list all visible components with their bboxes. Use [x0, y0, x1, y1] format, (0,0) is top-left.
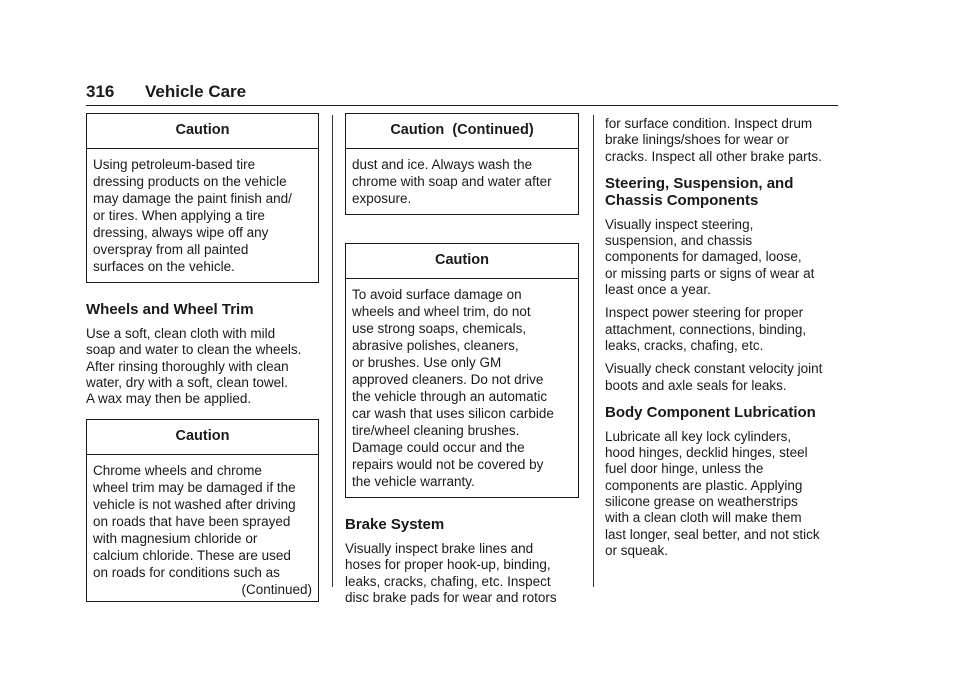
text-line: After rinsing thoroughly with clean [86, 358, 289, 374]
caution-title: Caution [346, 244, 578, 279]
caution-text [346, 149, 578, 214]
text-line: chrome with soap and water after [352, 174, 552, 189]
column-3 [605, 116, 839, 559]
text-line: for surface condition. Inspect drum [605, 116, 813, 131]
text-line: hoses for proper hook-up, binding, [345, 557, 551, 573]
text-line: brake linings/shoes for wear or [605, 132, 789, 148]
text-line: Visually inspect steering, [605, 216, 754, 232]
page-header [86, 82, 838, 106]
text-line: hood hinges, decklid hinges, steel [605, 445, 808, 461]
heading-line: Chassis Components [605, 191, 759, 209]
text-line: use strong soaps, chemicals, [352, 321, 527, 336]
text-line: attachment, connections, binding, [605, 321, 807, 337]
text-line: with a clean cloth will make them [605, 510, 802, 526]
heading-brake-system: Brake System [345, 516, 445, 533]
text-line: suspension, and chassis [605, 233, 753, 249]
text-line: boots and axle seals for leaks. [605, 377, 787, 393]
text-line: on roads that have been sprayed [93, 514, 291, 530]
text-line: on roads for conditions such as [93, 565, 280, 581]
column-divider-1 [332, 115, 333, 587]
caution-title: Caution [87, 420, 318, 455]
text-line: wheel trim may be damaged if the [93, 480, 296, 496]
text-line: exposure. [352, 191, 412, 206]
caution-text [87, 455, 318, 601]
text-line: Damage could occur and the [352, 440, 525, 455]
text-line: components are plastic. Applying [605, 477, 803, 493]
text-line: repairs would not be covered by [352, 457, 544, 472]
column-2 [345, 113, 579, 606]
text-line: vehicle is not washed after driving [93, 497, 296, 513]
text-line: least once a year. [605, 282, 711, 298]
text-line: components for damaged, loose, [605, 249, 802, 265]
paragraph-steering-1 [605, 217, 839, 298]
text-line: soap and water to clean the wheels. [86, 342, 302, 358]
page-number: 316 [86, 82, 115, 101]
text-line: approved cleaners. Do not drive [352, 372, 544, 387]
text-line: fuel door hinge, unless the [605, 461, 764, 477]
heading-steering [605, 175, 839, 209]
continued-label: (Continued) [241, 582, 312, 598]
text-line: Chrome wheels and chrome [93, 463, 262, 479]
text-line: silicone grease on weatherstrips [605, 494, 798, 510]
text-line: surfaces on the vehicle. [93, 259, 235, 274]
paragraph-steering-2 [605, 305, 839, 354]
text-line: or brushes. Use only GM [352, 355, 502, 370]
text-line: may damage the paint finish and/ [93, 191, 292, 206]
text-line: disc brake pads for wear and rotors [345, 589, 557, 605]
paragraph-steering-3 [605, 361, 839, 394]
paragraph-brake-continued [605, 116, 839, 165]
text-line: cracks. Inspect all other brake parts. [605, 148, 822, 164]
text-line: Using petroleum-based tire [93, 157, 256, 172]
text-line: car wash that uses silicon carbide [352, 406, 554, 421]
text-line: leaks, cracks, chafing, etc. [605, 337, 764, 353]
text-line: water, dry with a soft, clean towel. [86, 374, 288, 390]
caution-title: Caution (Continued) [346, 114, 578, 149]
caution-text [87, 149, 318, 282]
column-divider-2 [593, 115, 594, 587]
text-line: tire/wheel cleaning brushes. [352, 423, 520, 438]
text-line: last longer, seal better, and not stick [605, 526, 820, 542]
caution-text [346, 279, 578, 497]
heading-line: Steering, Suspension, and [605, 174, 794, 192]
paragraph-wheels [86, 326, 319, 407]
text-line: calcium chloride. These are used [93, 548, 291, 564]
text-line: dust and ice. Always wash the [352, 157, 533, 172]
column-1 [86, 113, 319, 602]
caution-title: Caution [87, 114, 318, 149]
text-line: or tires. When applying a tire [93, 208, 265, 223]
text-line: Lubricate all key lock cylinders, [605, 428, 792, 444]
text-line: Inspect power steering for proper [605, 305, 804, 321]
text-line: or squeak. [605, 542, 669, 558]
section-title: Vehicle Care [145, 82, 247, 101]
text-line: Visually inspect brake lines and [345, 541, 534, 556]
text-line: To avoid surface damage on [352, 287, 522, 302]
paragraph-brake [345, 541, 579, 606]
text-line: leaks, cracks, chafing, etc. Inspect [345, 573, 551, 589]
caution-box-continued [345, 113, 579, 215]
text-line: overspray from all painted [93, 242, 249, 257]
caution-box-petroleum [86, 113, 319, 283]
text-line: A wax may then be applied. [86, 391, 252, 407]
text-line: or missing parts or signs of wear at [605, 265, 815, 281]
heading-wheels: Wheels and Wheel Trim [86, 301, 254, 318]
text-line: Visually check constant velocity joint [605, 361, 823, 377]
text-line: the vehicle warranty. [352, 474, 475, 489]
heading-body-lubrication: Body Component Lubrication [605, 403, 816, 421]
caution-box-chrome [86, 419, 319, 602]
text-line: abrasive polishes, cleaners, [352, 338, 519, 353]
paragraph-body-lubrication [605, 429, 839, 559]
text-line: dressing products on the vehicle [93, 174, 287, 189]
text-line: Use a soft, clean cloth with mild [86, 326, 276, 341]
text-line: dressing, always wipe off any [93, 225, 269, 240]
caution-box-surface-damage [345, 243, 579, 498]
text-line: wheels and wheel trim, do not [352, 304, 531, 319]
text-line: the vehicle through an automatic [352, 389, 548, 404]
text-line: with magnesium chloride or [93, 531, 258, 547]
